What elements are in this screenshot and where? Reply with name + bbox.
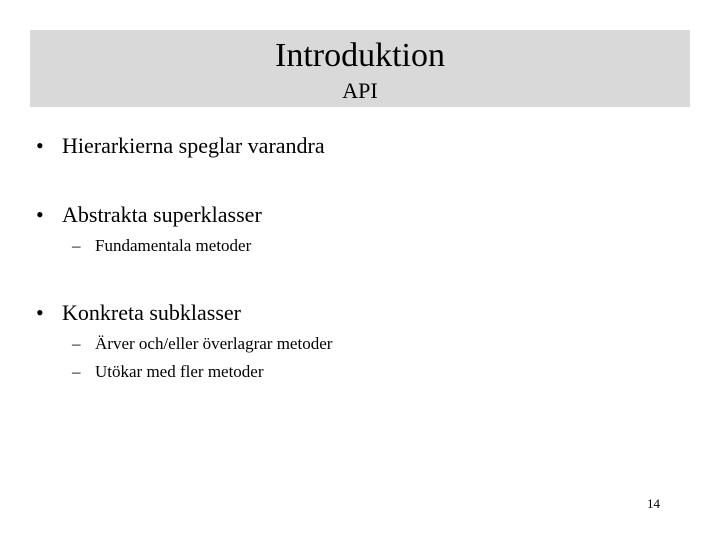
sub-bullet-item-3-2: [72, 362, 264, 382]
dash-icon: –: [72, 362, 81, 381]
sub-bullet-item-2-1: [72, 236, 251, 256]
bullet-item-1: [36, 133, 325, 159]
bullet-item-2: [36, 202, 262, 228]
dash-icon: –: [72, 334, 81, 353]
page-number: 14: [647, 496, 660, 511]
sub-bullet-text: Utökar med fler metoder: [95, 362, 264, 381]
title-band: [30, 30, 690, 107]
slide-subtitle: API: [342, 78, 378, 103]
bullet-text: Hierarkierna speglar varandra: [62, 133, 325, 158]
sub-bullet-text: Fundamentala metoder: [95, 236, 252, 255]
slide-title: Introduktion: [275, 37, 445, 74]
sub-bullet-item-3-1: [72, 334, 332, 354]
bullet-item-3: [36, 300, 241, 326]
bullet-icon: •: [36, 300, 44, 325]
bullet-text: Abstrakta superklasser: [62, 202, 262, 227]
bullet-icon: •: [36, 202, 44, 227]
sub-bullet-text: Ärver och/eller överlagrar metoder: [95, 334, 333, 353]
bullet-text: Konkreta subklasser: [62, 300, 242, 325]
bullet-icon: •: [36, 133, 44, 158]
dash-icon: –: [72, 236, 81, 255]
